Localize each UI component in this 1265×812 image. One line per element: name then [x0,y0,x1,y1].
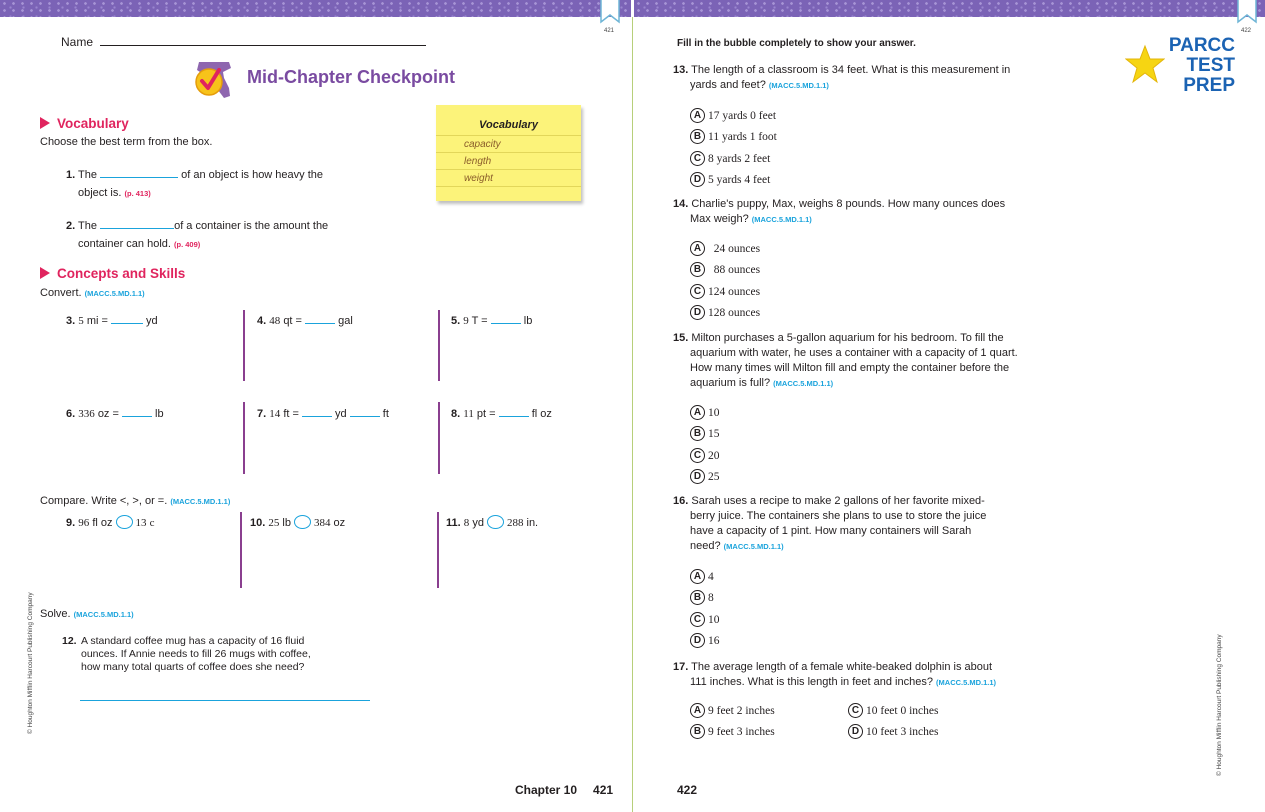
vocabulary-heading: Vocabulary [40,116,129,131]
answer-blank[interactable] [499,406,529,417]
answer-choice[interactable]: A 4 [690,567,720,588]
answer-choice[interactable]: C 20 [690,446,720,467]
copyright-text: © Houghton Mifflin Harcourt Publishing Company [27,592,34,734]
problem-11: 11. 8 yd 288 in. [446,517,539,529]
problem-10: 10. 25 lb 384 oz [250,517,346,529]
name-label: Name [61,35,94,49]
answer-blank[interactable] [302,406,332,417]
florida-checkmark-icon [193,60,237,100]
answer-choice[interactable]: B 88 ounces [690,260,760,281]
top-pattern-band-left [0,0,631,17]
column-divider [437,512,439,588]
answer-choice[interactable]: D 128 ounces [690,303,760,324]
problem-9: 9. 96 fl oz 13 c [66,517,155,529]
column-divider [438,310,440,381]
problem-5: 5. 9 T = lb [451,315,533,327]
footer-page-number: 422 [677,783,698,797]
answer-blank[interactable] [350,406,380,417]
problem-7: 7. 14 ft = yd ft [257,408,389,420]
question-1: 1. The of an object is how heavy the [66,169,324,181]
problem-4: 4. 48 qt = gal [257,315,353,327]
question-16: 16. Sarah uses a recipe to make 2 gallons of her favorite mixed- berry juice. The containers she plans to use to store the juice have a capacity of 1 pint. How many containers will Sarah need? (MACC.5.MD.1.1) [673,495,987,552]
choices-13 [690,106,777,191]
badge-line: PREP [1183,75,1235,96]
solve-instruction: Solve. (MACC.5.MD.1.1) [40,608,134,620]
problem-8: 8. 11 pt = fl oz [451,408,552,420]
question-15: 15. Milton purchases a 5-gallon aquarium for his bedroom. To fill the aquarium with water, he uses a container with a capacity of 1 quart. How many times will Milton fill and empty the container before the aquarium is full? (MACC.5.MD.1.1) [673,332,1018,389]
answer-choice[interactable]: A 10 [690,403,720,424]
answer-blank[interactable] [100,218,174,229]
answer-blank[interactable] [122,406,152,417]
question-13: 13. The length of a classroom is 34 feet. What is this measurement in yards and feet? (MACC.5.MD.1.1) [673,64,1011,91]
compare-bubble[interactable] [487,515,504,529]
vocabulary-box-title: Vocabulary [479,119,538,131]
vocab-term: capacity [436,136,581,153]
footer-chapter: Chapter 10 421 [515,783,614,797]
answer-choice[interactable]: A 9 feet 2 inches [690,701,775,722]
triangle-bullet-icon [40,267,50,279]
name-field[interactable] [61,35,426,49]
vocabulary-instruction: Choose the best term from the box. [40,136,213,148]
answer-choice[interactable]: D 10 feet 3 inches [848,722,939,743]
question-14: 14. Charlie's puppy, Max, weighs 8 pounds. How many ounces does Max weigh? (MACC.5.MD.1.1) [673,198,1006,225]
choices-14 [690,239,760,324]
choices-17-col1 [690,701,775,744]
concepts-heading: Concepts and Skills [40,266,185,281]
page-title: Mid-Chapter Checkpoint [247,67,456,87]
triangle-bullet-icon [40,117,50,129]
copyright-text: © Houghton Mifflin Harcourt Publishing Company [1216,634,1223,776]
choices-17-col2 [848,701,939,744]
column-divider [243,402,245,474]
column-divider [243,310,245,381]
question-12: 12. A standard coffee mug has a capacity of 16 fluid ounces. If Annie needs to fill 26 mugs with coffee, how many total quarts of coffee does she need? [62,635,311,673]
vocabulary-box [436,105,581,201]
parcc-badge [1125,36,1237,104]
bookmark-icon[interactable] [1236,0,1258,24]
answer-choice[interactable]: C 10 [690,610,720,631]
column-divider [438,402,440,474]
answer-blank[interactable] [491,313,521,324]
compare-bubble[interactable] [294,515,311,529]
answer-choice[interactable]: D 16 [690,631,720,652]
answer-choice[interactable]: A 17 yards 0 feet [690,106,777,127]
answer-blank[interactable] [100,167,178,178]
vocab-term: weight [436,170,581,187]
convert-instruction: Convert. (MACC.5.MD.1.1) [40,287,145,299]
answer-choice[interactable]: A 24 ounces [690,239,760,260]
compare-instruction: Compare. Write <, >, or =. (MACC.5.MD.1.1) [40,495,231,507]
problem-6: 6. 336 oz = lb [66,408,164,420]
top-pattern-band-right [634,0,1265,17]
answer-choice[interactable]: D 25 [690,467,720,488]
question-1-line2: object is. (p. 413) [78,187,151,199]
compare-bubble[interactable] [116,515,133,529]
answer-choice[interactable]: B 9 feet 3 inches [690,722,775,743]
column-divider [240,512,242,588]
problem-3: 3. 5 mi = yd [66,315,158,327]
name-line[interactable] [100,35,426,46]
page-corner-number: 421 [604,28,615,34]
answer-line[interactable] [80,700,370,701]
badge-line: TEST [1186,55,1235,76]
question-2: 2. The of a container is the amount the [66,220,329,232]
vocab-term: length [436,153,581,170]
bookmark-icon[interactable] [599,0,621,24]
answer-choice[interactable]: C 8 yards 2 feet [690,149,777,170]
question-17: 17. The average length of a female white-beaked dolphin is about 111 inches. What is this length in feet and inches? (MACC.5.MD.1.1) [673,661,997,688]
page-corner-number: 422 [1241,28,1252,34]
answer-choice[interactable]: B 15 [690,424,720,445]
choices-15 [690,403,720,488]
answer-choice[interactable]: B 11 yards 1 foot [690,127,777,148]
answer-choice[interactable]: C 124 ounces [690,282,760,303]
answer-instruction: Fill in the bubble completely to show your answer. [677,38,916,49]
answer-blank[interactable] [305,313,335,324]
badge-line: PARCC [1168,35,1235,56]
answer-choice[interactable]: C 10 feet 0 inches [848,701,939,722]
answer-choice[interactable]: B 8 [690,588,720,609]
question-2-line2: container can hold. (p. 409) [78,238,201,250]
answer-blank[interactable] [111,313,143,324]
page-gutter [631,0,634,812]
answer-choice[interactable]: D 5 yards 4 feet [690,170,777,191]
choices-16 [690,567,720,652]
